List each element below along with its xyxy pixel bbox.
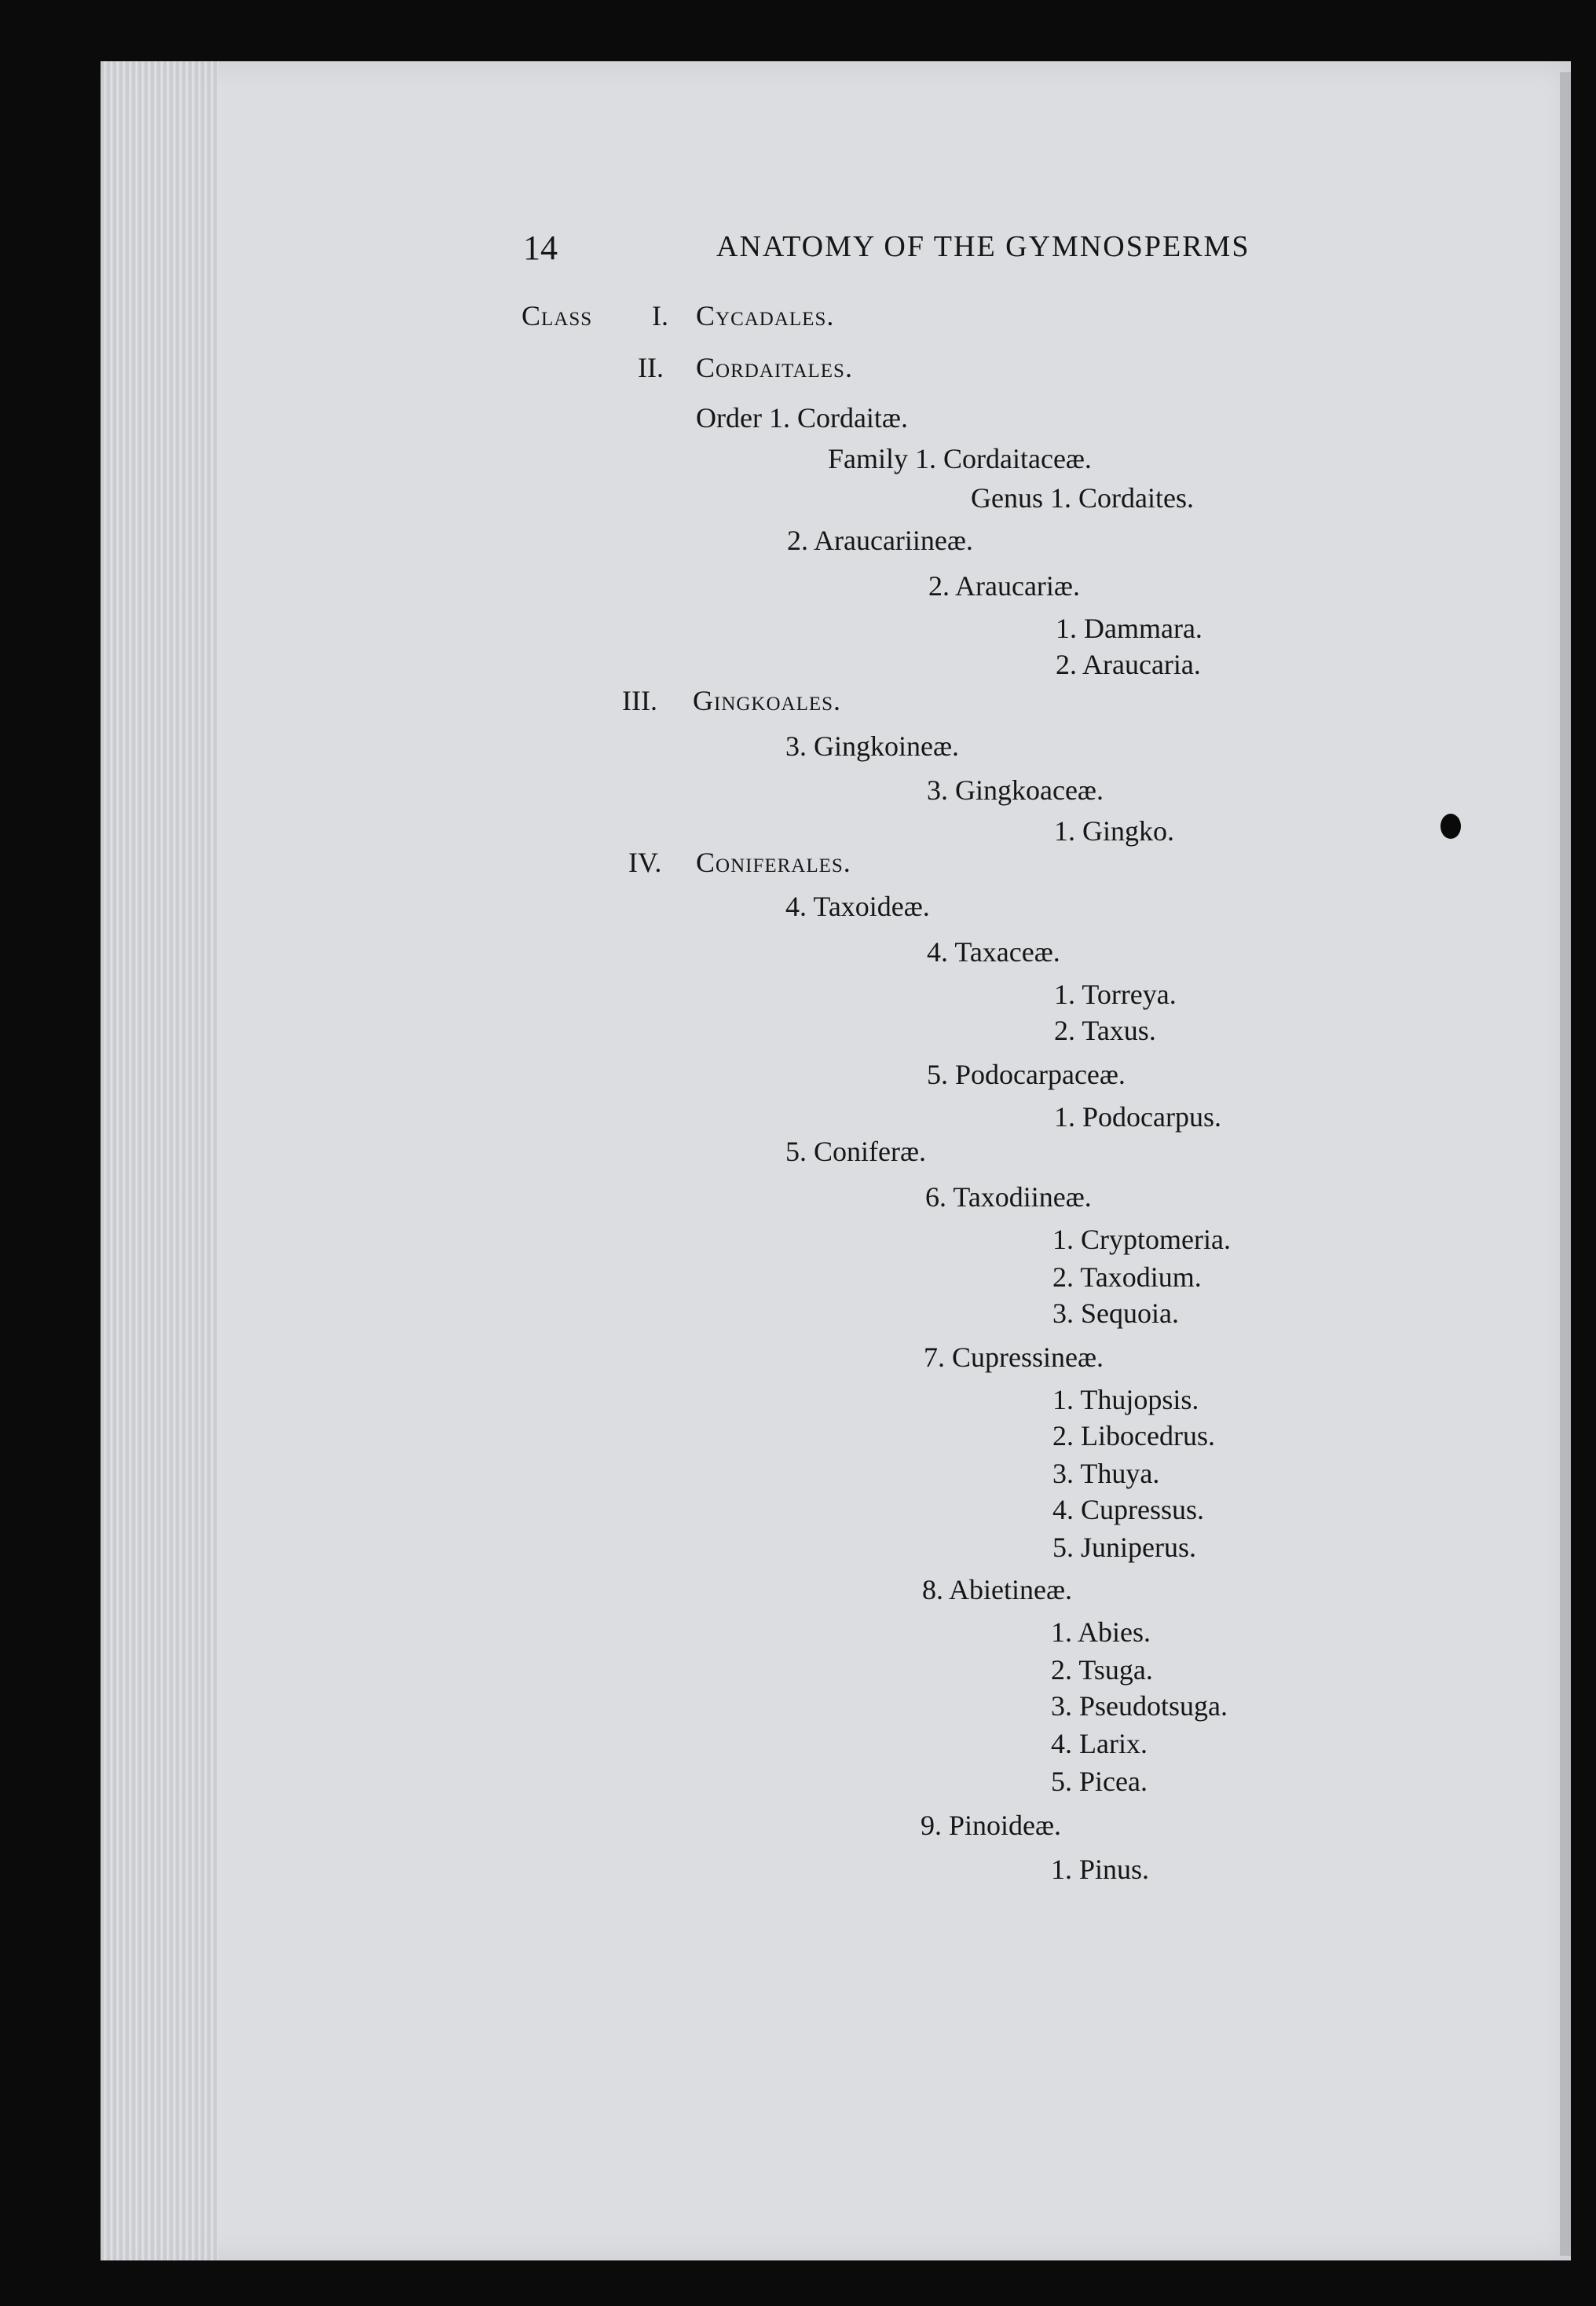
family-6: 6. Taxodiineæ.	[925, 1181, 1092, 1213]
family-5: 5. Podocarpaceæ.	[927, 1059, 1126, 1090]
genus-gingko: 1. Gingko.	[1054, 815, 1174, 847]
class-1-number: I.	[652, 300, 668, 331]
page-right-edge	[1560, 72, 1571, 2256]
family-7: 7. Cupressineæ.	[924, 1342, 1104, 1373]
family-1: Family 1. Cordaitaceæ.	[828, 443, 1092, 474]
order-1: Order 1. Cordaitæ.	[696, 402, 908, 434]
genus-libocedrus: 2. Libocedrus.	[1052, 1420, 1215, 1451]
family-9: 9. Pinoideæ.	[921, 1810, 1062, 1841]
order-4: 4. Taxoideæ.	[785, 891, 930, 922]
class-3-number: III.	[622, 685, 657, 716]
class-4-number: IV.	[628, 847, 662, 878]
class-3-name: Gingkoales.	[693, 685, 842, 716]
family-4: 4. Taxaceæ.	[927, 936, 1060, 968]
genus-pinus: 1. Pinus.	[1051, 1854, 1150, 1885]
genus-thujopsis: 1. Thujopsis.	[1052, 1384, 1199, 1415]
genus-abies: 1. Abies.	[1051, 1616, 1151, 1648]
class-label: Class	[522, 300, 593, 331]
genus-taxus: 2. Taxus.	[1054, 1015, 1156, 1046]
genus-1: Genus 1. Cordaites.	[971, 482, 1194, 514]
genus-picea: 5. Picea.	[1051, 1766, 1148, 1797]
genus-thuya: 3. Thuya.	[1052, 1458, 1160, 1489]
order-3: 3. Gingkoineæ.	[785, 730, 959, 762]
class-2-name: Cordaitales.	[696, 352, 853, 383]
genus-cupressus: 4. Cupressus.	[1052, 1494, 1205, 1525]
family-8: 8. Abietineæ.	[922, 1574, 1072, 1605]
family-2: 2. Araucariæ.	[928, 570, 1080, 602]
order-2: 2. Araucariineæ.	[787, 525, 973, 556]
genus-pseudotsuga: 3. Pseudotsuga.	[1051, 1690, 1228, 1722]
genus-araucaria: 2. Araucaria.	[1056, 649, 1201, 680]
genus-juniperus: 5. Juniperus.	[1052, 1532, 1196, 1563]
class-2-number: II.	[638, 352, 664, 383]
page-number: 14	[523, 229, 558, 267]
page-stack-edge	[101, 61, 218, 2260]
genus-cryptomeria: 1. Cryptomeria.	[1052, 1224, 1231, 1255]
genus-larix: 4. Larix.	[1051, 1728, 1148, 1759]
genus-taxodium: 2. Taxodium.	[1052, 1261, 1202, 1293]
order-5: 5. Coniferæ.	[785, 1136, 926, 1167]
class-1-name: Cycadales.	[696, 300, 835, 331]
genus-dammara: 1. Dammara.	[1056, 613, 1202, 644]
genus-torreya: 1. Torreya.	[1054, 979, 1177, 1010]
ink-blot	[1440, 814, 1461, 839]
genus-podocarpus: 1. Podocarpus.	[1054, 1101, 1221, 1133]
class-4-name: Coniferales.	[696, 847, 851, 878]
genus-tsuga: 2. Tsuga.	[1051, 1654, 1153, 1686]
running-title: ANATOMY OF THE GYMNOSPERMS	[716, 230, 1250, 263]
family-3: 3. Gingkoaceæ.	[927, 774, 1104, 806]
genus-sequoia: 3. Sequoia.	[1052, 1298, 1179, 1329]
